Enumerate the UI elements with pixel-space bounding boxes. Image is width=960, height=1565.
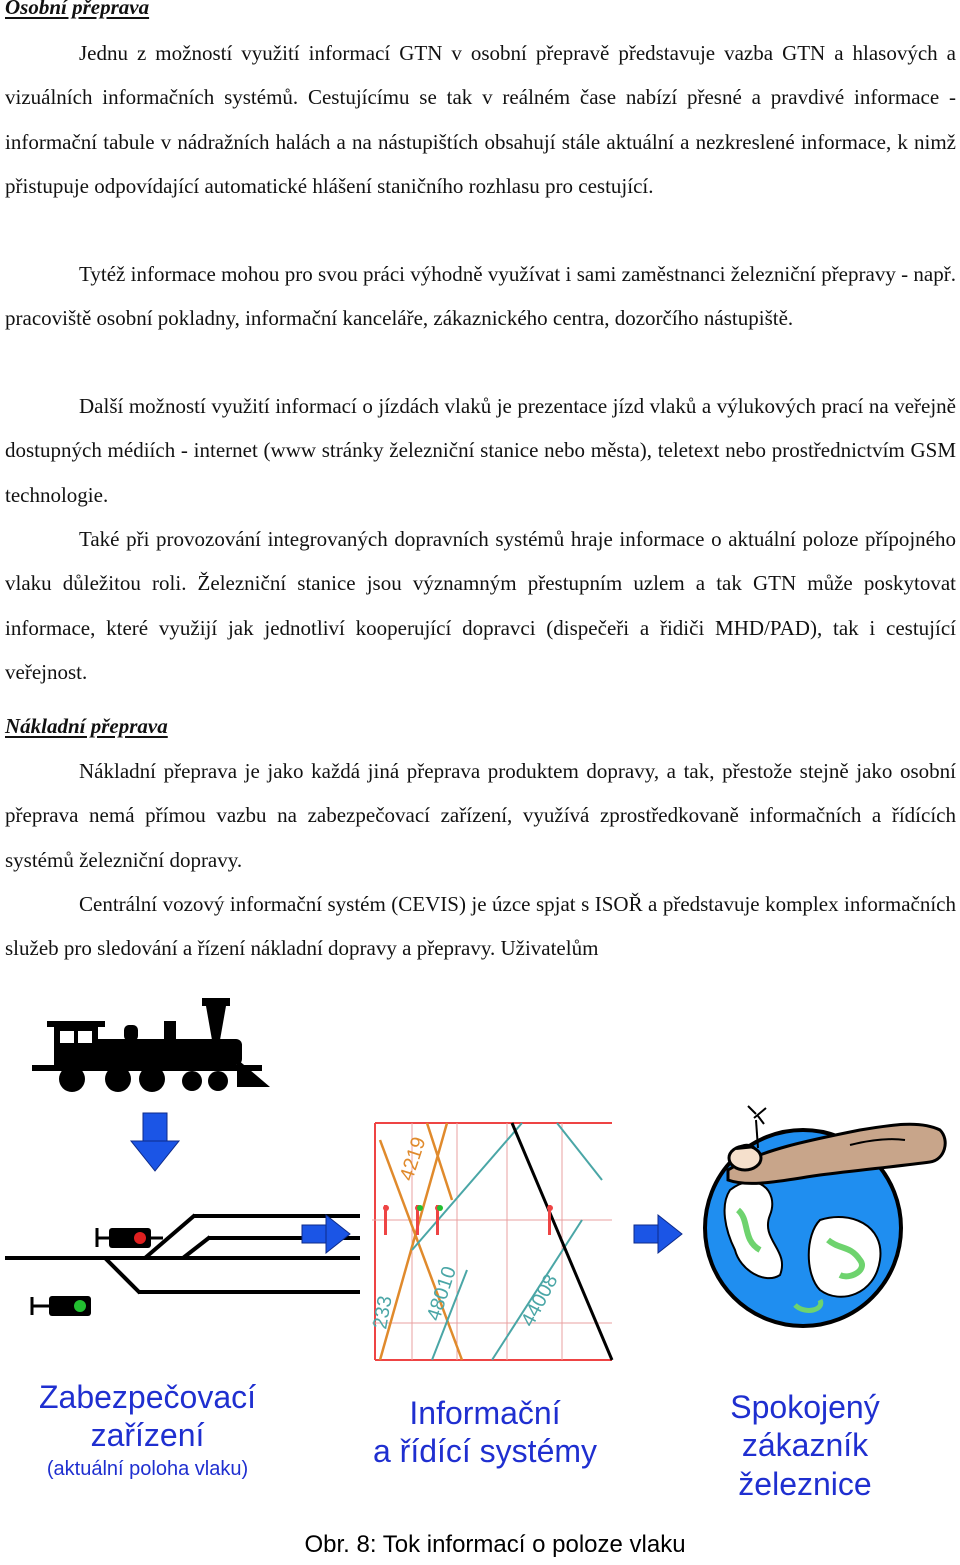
track-diagram [5,1185,365,1325]
heading-nakladni-preprava: Nákladní přeprava [5,714,168,738]
locomotive-icon [32,995,272,1095]
label-left-subtitle: (aktuální poloha vlaku) [46,1457,249,1480]
label-right-line3: železnice [738,1465,872,1502]
paragraph-5: Nákladní přeprava je jako každá jiná přeprava produktem dopravy, a tak, přestože stejně jako osobní přeprava nemá přímou vazbu na zabezpečovací zařízení, využívá zprostředkovaně informačních a řídících systémů železniční dopravy. [5,759,956,872]
paragraph-1: Jednu z možností využití informací GTN v osobní přepravě představuje vazba GTN a hlasových a vizuálních informačních systémů. Cestujícímu se tak v reálném čase nabízí přesné a pravdivé informace - informační tabule v nádražních halách a na nástupištích obsahují stále aktuální a nezkreslené informace, k nimž přistupuje odpovídající automatické hlášení staničního rozhlasu pro cestující. [5,41,956,198]
label-center-line1: Informační [409,1395,561,1431]
signal-red-icon [97,1228,163,1248]
label-left-line2: zařízení [90,1417,205,1454]
label-center-line2: a řídící systémy [372,1433,598,1470]
paragraph-4: Také při provozování integrovaných dopravních systémů hraje informace o aktuální poloze přípojného vlaku důležitou roli. Železniční stanice jsou významným přestupním uzlem a tak GTN může poskytovat informace, které využijí jak jednotliví kooperující dopravci (dispečeři a řidiči MHD/PAD), tak i cestující veřejnost. [5,527,956,684]
track-branch-mid [183,1237,210,1258]
paragraph-2: Tytéž informace mohou pro svou práci výhodně využívat i sami zaměstnanci železniční přepravy - např. pracoviště osobní pokladny, informační kanceláře, zákaznického centra, dozorčího nástupiště. [5,262,956,331]
right-arrow-icon-1 [302,1215,352,1255]
label-informacni-systemy [345,1394,625,1471]
train-label-48010: 48010 [422,1263,461,1324]
paragraph-6: Centrální vozový informační systém (CEVIS) je úzce spjat s ISOŘ a představuje komplex informačních služeb pro sledování a řízení nákladní dopravy a přepravy. Uživatelům [5,892,956,961]
label-right-line2: zákazník [741,1427,869,1464]
train-label-233: 233 [369,1294,397,1331]
label-zabezpecovaci-zarizeni [0,1378,295,1481]
label-left-line1: Zabezpečovací [38,1379,256,1415]
track-branch-lower [105,1258,140,1293]
signal-green-icon [32,1296,91,1316]
globe-person-icon [700,1100,960,1350]
heading-osobni-preprava: Osobní přeprava [5,0,150,19]
down-arrow-icon [131,1113,181,1173]
train-label-44008: 44008 [516,1270,563,1331]
paragraph-3: Další možností využití informací o jízdách vlaků je prezentace jízd vlaků a výlukových prací na veřejně dostupných médiích - internet (www stránky železniční stanice nebo města), teletext nebo prostřednictvím GSM technologie. [5,394,956,507]
figure-caption: Obr. 8: Tok informací o poloze vlaku [304,1531,686,1558]
label-spokojeny-zakaznik [685,1388,925,1503]
train-graph [369,1120,612,1360]
label-right-line1: Spokojený [730,1389,880,1425]
train-label-4219: 4219 [395,1134,431,1184]
right-arrow-icon-2 [634,1215,684,1255]
